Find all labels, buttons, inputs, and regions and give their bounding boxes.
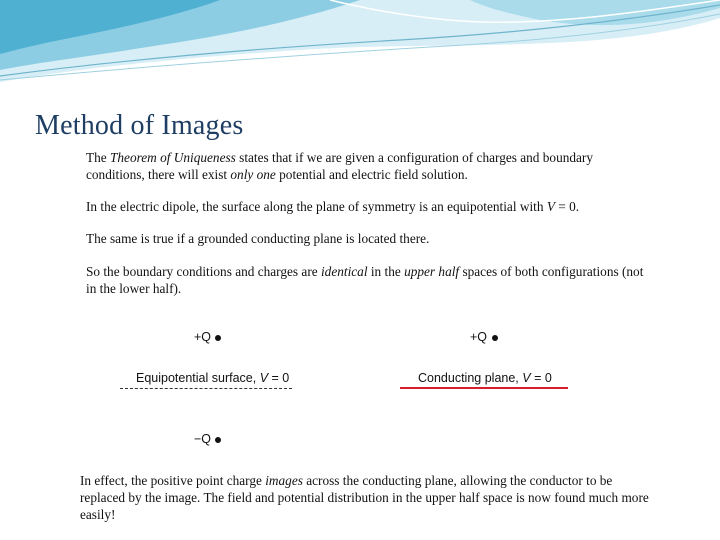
conducting-plane-label: Conducting plane, V = 0 [418, 371, 552, 385]
equipotential-dashed-line [120, 388, 292, 389]
equipotential-surface-label: Equipotential surface, V = 0 [136, 371, 290, 385]
left-top-charge-dot [215, 335, 221, 341]
conducting-plane-line [400, 387, 568, 389]
image-charge-figure [118, 300, 660, 460]
right-top-charge-dot [492, 335, 498, 341]
left-top-charge-label: +Q [194, 330, 212, 344]
paragraph-conclusion: In effect, the positive point charge images across the conducting plane, allowing the conductor to be replaced by the image. The field and potential distribution in the upper half space is now found much more easily! [80, 473, 649, 522]
decorative-wave-banner [0, 0, 720, 110]
slide-title: Method of Images [35, 110, 244, 141]
paragraph-uniqueness: The Theorem of Uniqueness states that if we are given a configuration of charges and boundary conditions, there will exist only one potential and electric field solution. [86, 150, 593, 182]
left-bottom-charge-label: −Q [194, 432, 212, 446]
paragraph-boundary-conditions: So the boundary conditions and charges are identical in the upper half spaces of both configurations (not in the lower half). [86, 264, 644, 296]
paragraph-dipole: In the electric dipole, the surface along the plane of symmetry is an equipotential with V = 0. [86, 199, 580, 214]
paragraph-grounded-plane: The same is true if a grounded conducting plane is located there. [86, 231, 430, 246]
left-bottom-charge-dot [215, 437, 221, 443]
right-top-charge-label: +Q [470, 330, 488, 344]
